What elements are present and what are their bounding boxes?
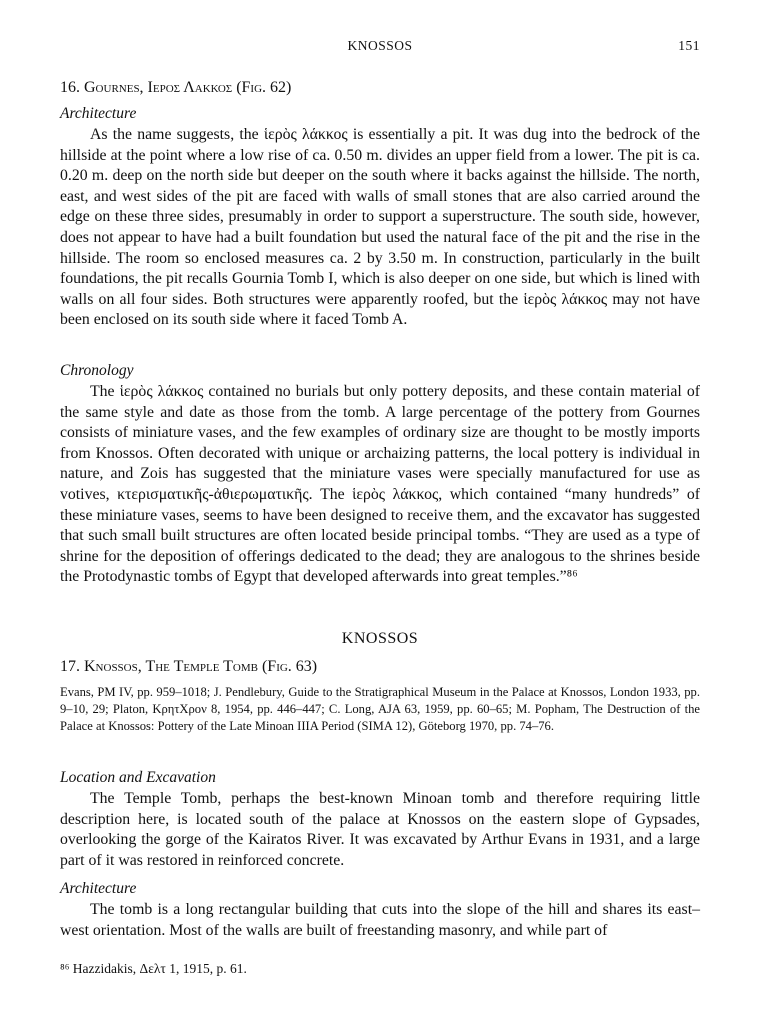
section-17-heading: 17. Knossos, The Temple Tomb (Fig. 63) <box>60 658 318 675</box>
knossos-heading: KNOSSOS <box>341 630 419 647</box>
architecture-subheading-2: Architecture <box>60 880 137 897</box>
section-16-heading: 16. Gournes, Ιεροσ Λακκοσ (Fig. 62) <box>60 79 292 96</box>
architecture-paragraph: As the name suggests, the ἱερὸς λάκκος is essentially a pit. It was dug into the bedrock of the hillside at the point where a low rise of ca. 0.50 m. divides an upper field from a lower. The pit is ca. 0.20 m. deep on the north side but deeper on the south where it backs against the hillside. The north, east, and west sides of the pit are faced with walls of small stones that are also carried around the edge on these three sides, presumably in order to support a superstructure. The south side, however, does not appear to have had a built foundation but used the natural face of the pit and the rise in the hillside. The room so enclosed measures ca. 2 by 3.50 m. In construction, particularly in the built foundations, the pit recalls Gournia Tomb I, which is also deeper on one side, but which is lined with walls on all four sides. Both structures were apparently roofed, but the ἱερὸς λάκκος may not have been enclosed on its south side where it faced Tomb A. <box>60 126 700 329</box>
location-paragraph: The Temple Tomb, perhaps the best-known Minoan tomb and therefore requiring little description here, is located south of the palace at Knossos on the eastern slope of Gypsades, overlooking the gorge of the Kairatos River. It was excavated by Arthur Evans in 1931, and a large part of it was restored in reinforced concrete. <box>60 790 700 869</box>
bibliography: Evans, PM IV, pp. 959–1018; J. Pendlebury, Guide to the Stratigraphical Museum in the Palace at Knossos, London 1933, pp. 9–10, 29; Platon, ΚρητΧρον 8, 1954, pp. 446–447; C. Long, AJA 63, 1959, pp. 60–65; M. Popham, The Destruction of the Palace at Knossos: Pottery of the Late Minoan IIIA Period (SIMA 12), Göteborg 1970, pp. 74–76. <box>60 685 700 733</box>
footnote: ⁸⁶ Hazzidakis, Δελτ 1, 1915, p. 61. <box>60 961 247 976</box>
running-title: KNOSSOS <box>347 38 413 53</box>
page-number: 151 <box>678 38 700 53</box>
architecture-subheading: Architecture <box>60 105 137 122</box>
location-subheading: Location and Excavation <box>60 769 216 786</box>
chronology-subheading: Chronology <box>60 362 134 379</box>
architecture-paragraph-2: The tomb is a long rectangular building that cuts into the slope of the hill and shares its east–west orientation. Most of the walls are built of freestanding masonry, and while part of <box>60 901 700 939</box>
chronology-paragraph: The ἱερὸς λάκκος contained no burials but only pottery deposits, and these contain material of the same style and date as those from the tomb. A large percentage of the pottery from Gournes consists of miniature vases, and the few examples of ordinary size are thought to be mostly imports from Knossos. Often decorated with unique or archaizing patterns, the local pottery is individual in nature, and Zois has suggested that the miniature vases were specially manufactured for use as votives, κτερισματικῆς-ἀθιερωματικῆς. The ἱερὸς λάκκος, which contained “many hundreds” of these miniature vases, seems to have been designed to receive them, and the excavator has suggested that such small built structures are often located beside principal tombs. “They are used as a type of shrine for the deposition of offerings dedicated to the dead; they are analogous to the shrines beside the Protodynastic tombs of Egypt that developed afterwards into great temples.”⁸⁶ <box>60 383 700 586</box>
